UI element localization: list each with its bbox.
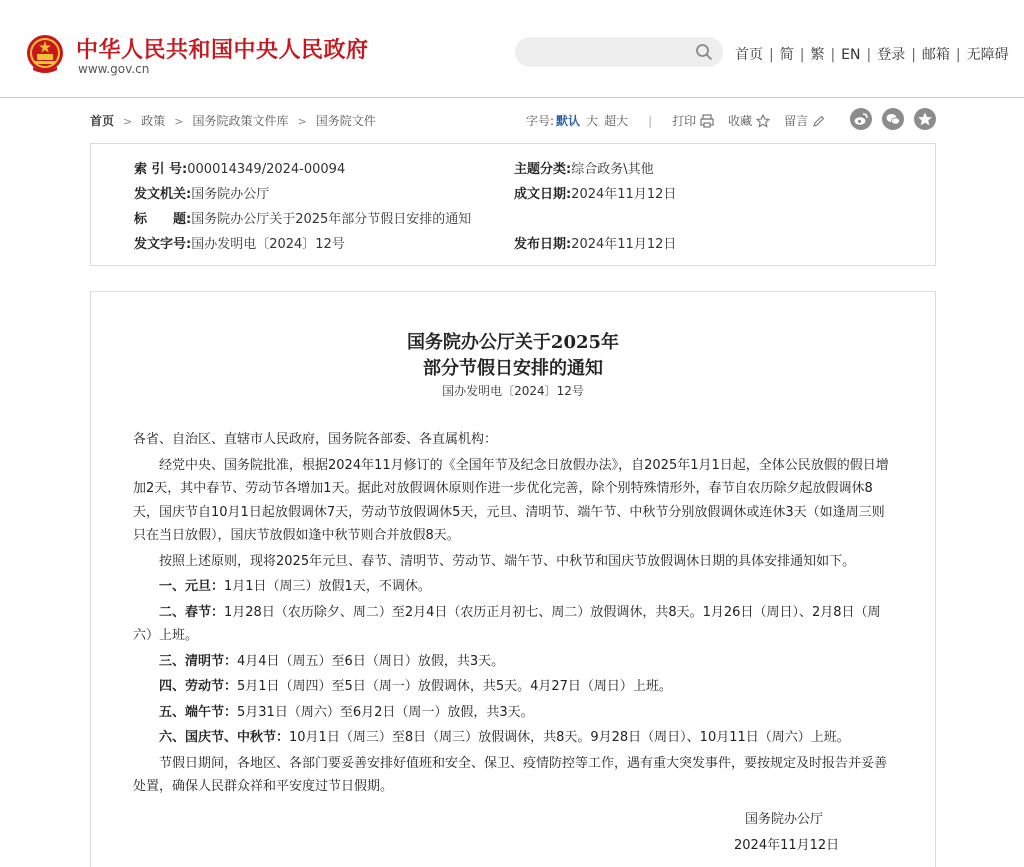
holiday-item: [133, 601, 895, 648]
nav-divider: |: [830, 47, 836, 63]
article-tools: [526, 112, 839, 129]
info-category-value: 综合政务\其他: [571, 162, 654, 177]
national-emblem-icon[interactable]: [25, 33, 65, 75]
search-input[interactable]: [529, 42, 689, 62]
star-icon[interactable]: [756, 114, 770, 128]
tools-divider: |: [648, 114, 653, 128]
search-box: [515, 37, 723, 67]
holiday-name: 五、端午节：: [159, 704, 238, 720]
font-size-default[interactable]: 默认: [556, 114, 581, 128]
info-category-label: 主题分类:: [514, 162, 572, 177]
article-title-line-2: 部分节假日安排的通知: [423, 358, 603, 379]
breadcrumb-policy-library[interactable]: 国务院政策文件库: [192, 114, 289, 128]
holiday-text: 5月1日（周四）至5日（周一）放假调休，共5天。4月27日（周日）上班。: [237, 679, 672, 694]
breadcrumb-home[interactable]: 首页: [90, 114, 115, 128]
paragraph: 经党中央、国务院批准，根据2024年11月修订的《全国年节及纪念日放假办法》，自2025年1月1日起，全体公民放假的假日增加2天，其中春节、劳动节各增加1天。据此对放假调休原则作进一步优化完善，除个别特殊情形外，春节自农历除夕起放假调休8天，国庆节自10月1日起放假调休7天，劳动节放假调休5天，元旦、清明节、端午节、中秋节分别放假调休或连休3天（如逢周三则只在当日放假），国庆节放假如逢中秋节则合并放假8天。: [133, 457, 889, 543]
info-issuer-value: 国务院办公厅: [191, 187, 270, 202]
article-doc-number: 国办发明电〔2024〕12号: [442, 384, 584, 398]
breadcrumb: [90, 112, 376, 129]
holiday-item: [133, 701, 895, 725]
share-icons: [844, 108, 936, 130]
print-icon[interactable]: [700, 114, 714, 128]
font-size-label: 字号:: [526, 114, 555, 128]
info-index-value: 000014349/2024-00094: [187, 162, 346, 177]
site-url: www.gov.cn: [78, 62, 150, 76]
chevron-right-icon: >: [123, 115, 133, 128]
nav-divider: |: [866, 47, 872, 63]
breadcrumb-bar: [90, 108, 936, 132]
info-title-label: 标 题:: [134, 212, 192, 227]
holiday-item: [133, 650, 895, 674]
signature-date: 2024年11月12日: [734, 838, 840, 853]
info-index-label: 索 引 号:: [134, 162, 188, 177]
holiday-name: 三、清明节：: [159, 653, 238, 669]
nav-home[interactable]: 首页: [735, 47, 763, 63]
info-issuer-label: 发文机关:: [134, 187, 192, 202]
chevron-right-icon: >: [297, 115, 307, 128]
holiday-text: 4月4日（周五）至6日（周日）放假，共3天。: [237, 653, 505, 669]
favorite-icon[interactable]: [914, 108, 936, 130]
info-docno-value: 国办发明电〔2024〕12号: [191, 237, 345, 252]
info-index: [134, 158, 345, 177]
nav-divider: |: [799, 47, 805, 63]
nav-divider: |: [911, 47, 916, 63]
wechat-icon[interactable]: [882, 108, 904, 130]
nav-simplified[interactable]: 简: [779, 47, 794, 63]
holiday-name: 二、春节：: [159, 604, 225, 620]
nav-divider: |: [955, 47, 961, 63]
info-written-date: [514, 183, 676, 202]
paragraph: 节假日期间，各地区、各部门要妥善安排好值班和安全、保卫、疫情防控等工作，遇有重大突发事件，要按规定及时报告并妥善处置，确保人民群众祥和平安度过节日假期。: [133, 755, 888, 794]
info-published-label: 发布日期:: [514, 237, 572, 252]
breadcrumb-policy[interactable]: 政策: [141, 114, 166, 128]
salutation: 各省、自治区、直辖市人民政府，国务院各部委、各直属机构：: [133, 432, 498, 447]
holiday-item: [133, 726, 895, 750]
info-published-value: 2024年11月12日: [571, 237, 677, 252]
holiday-text: 5月31日（周六）至6月2日（周一）放假，共3天。: [237, 704, 534, 720]
site-header: [0, 0, 1024, 98]
print-button[interactable]: 打印: [672, 114, 697, 128]
info-written-label: 成文日期:: [514, 187, 572, 202]
holiday-name: 一、元旦：: [159, 579, 225, 594]
pencil-icon[interactable]: [812, 115, 825, 128]
info-docno: [134, 233, 345, 252]
holiday-name: 六、国庆节、中秋节：: [159, 730, 290, 745]
site-title[interactable]: 中华人民共和国中央人民政府: [76, 37, 369, 63]
signature: 国务院办公厅: [745, 812, 824, 827]
article-text: [133, 428, 895, 801]
holiday-text: 1月1日（周三）放假1天，不调休。: [224, 579, 431, 594]
nav-traditional[interactable]: 繁: [810, 47, 825, 63]
nav-login[interactable]: 登录: [877, 47, 906, 63]
comment-button[interactable]: 留言: [784, 114, 809, 128]
holiday-item: [133, 575, 895, 599]
article-body: [90, 291, 936, 867]
breadcrumb-state-council-docs[interactable]: 国务院文件: [315, 114, 376, 128]
info-issuer: [134, 183, 269, 202]
info-title-value: 国务院办公厅关于2025年部分节假日安排的通知: [191, 212, 472, 227]
info-docno-label: 发文字号:: [134, 237, 192, 252]
holiday-text: 1月28日（农历除夕、周二）至2月4日（农历正月初七、周二）放假调休，共8天。1月26日（周日）、2月8日（周六）上班。: [133, 604, 881, 643]
top-nav: [735, 44, 1009, 64]
chevron-right-icon: >: [174, 115, 184, 128]
favorite-button[interactable]: 收藏: [728, 114, 753, 128]
info-title: [134, 208, 471, 227]
font-size-large[interactable]: 大: [586, 114, 599, 128]
nav-mail[interactable]: 邮箱: [921, 47, 950, 63]
article-title-line-1: 国务院办公厅关于2025年: [406, 332, 620, 353]
holiday-text: 10月1日（周三）至8日（周三）放假调休，共8天。9月28日（周日）、10月11日（周六）上班。: [289, 730, 850, 745]
nav-english[interactable]: EN: [841, 47, 861, 63]
document-info-box: [90, 143, 936, 266]
weibo-icon[interactable]: [850, 108, 872, 130]
nav-divider: |: [769, 47, 774, 63]
paragraph: 按照上述原则，现将2025年元旦、春节、清明节、劳动节、端午节、中秋节和国庆节放假调休日期的具体安排通知如下。: [159, 553, 856, 569]
holiday-item: [133, 675, 895, 699]
holiday-name: 四、劳动节：: [159, 679, 238, 694]
font-size-xlarge[interactable]: 超大: [604, 114, 629, 128]
info-category: [514, 158, 654, 177]
search-icon[interactable]: [695, 43, 713, 61]
info-published-date: [514, 233, 676, 252]
nav-accessibility[interactable]: 无障碍: [966, 47, 1009, 63]
info-written-value: 2024年11月12日: [571, 187, 677, 202]
